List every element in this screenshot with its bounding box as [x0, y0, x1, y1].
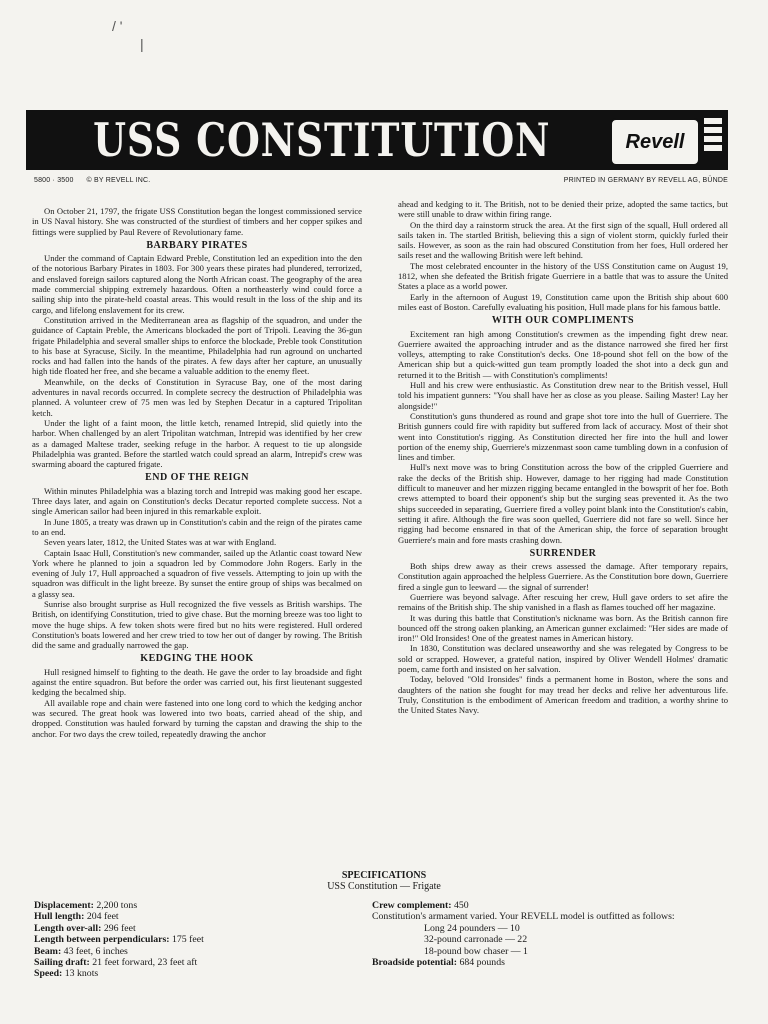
paragraph: On the third day a rainstorm struck the area. At the first sign of the squall, Hull ordered all sails taken in. The startled British, believing this a sign of violent storm, quickly furled their sails. However, as soon as the rain had obscured Constitution from her foes, Hull ordered her sails reset and the wallowing British were left behind. [398, 219, 728, 261]
paragraph: Hull's next move was to bring Constitution across the bow of the crippled Guerriere and rake the decks of the British ship. However, damage to her rigging had made Constitution difficult to maneuver and her mizzen rigging became entangled in the bowsprit of her foe. Both crews attempted to board their opponent's ship but the surging seas prevented it. As the two ships succeeded in separating, Guerriere fired a volley point blank into the Constitution's cabin, setting it afire. Although the fire was soon quelled, Guerriere did not fare so well. Since her rigging had become ensnared in that of the American ship, the force of separation brought Guerriere's main and fore masts crashing down. [398, 462, 728, 545]
spec-row: Speed: 13 knots [34, 968, 99, 980]
section-heading: SURRENDER [529, 547, 597, 559]
paragraph: Excitement ran high among Constitution's crewmen as the impending fight drew near. Guerriere awaited the approaching intruder and as the distance narrowed she fired her first volleys, attempting to rake Constitution's decks. One 18-pound shot fell on the bow of the American ship but a quick-witted gun team promptly loaded the shot into a deck gun and returned it to the British — with Constitution's compliments! [398, 328, 728, 380]
pencil-marks-icon: | [140, 36, 144, 52]
spec-row: Hull length: 204 feet [34, 911, 119, 923]
paragraph: Captain Isaac Hull, Constitution's new commander, sailed up the Atlantic coast toward New York where he planned to join a squadron led by Commodore John Rogers. Early in the evening of July 17, Hull approached a squadron of five vessels. Attempting to join up with the squadron was difficult in the light breeze. By sunset the entire group of ships was becalmed on a glassy sea. [32, 547, 362, 599]
paragraph: Hull resigned himself to fighting to the death. He gave the order to lay broadside and fight against the entire squadron. But before the order was carried out, his first lieutenant suggested kedging the becalmed ship. [32, 666, 362, 698]
paragraph: Hull and his crew were enthusiastic. As Constitution drew near to the British vessel, Hull told his impatient gunners: "You shall have her as close as you please. Sailing Master! Lay her alongside!" [398, 380, 728, 411]
paragraph: In 1830, Constitution was declared unseaworthy and she was relegated by Congress to be sold or scrapped. However, a grateful nation, inspired by Oliver Wendell Holmes' dramatic poem, came forth and insisted on her salvation. [398, 643, 728, 675]
paragraph: In June 1805, a treaty was drawn up in Constitution's cabin and the reign of the pirates came to an end. [32, 516, 362, 537]
paragraph: All available rope and chain were fastened into one long cord to which the kedging anchor was secured. The great hook was lowered into two boats, carried ahead of the ship, and dropped. Constitution was hauled forward by turning the capstan and drawing the ship to the anchor. For two days the crew toiled, repeatedly drawing the anchor [32, 697, 362, 739]
section-heading: BARBARY PIRATES [146, 239, 248, 251]
spec-row: Sailing draft: 21 feet forward, 23 feet aft [34, 957, 198, 969]
paragraph: It was during this battle that Constitution's nickname was born. As the British cannon fire bounced off the strong oaken planking, an American gunner exclaimed: "Her sides are made of iron!" Old Ironsides! One of the greatest names in American history. [398, 612, 728, 644]
spec-row: Crew complement: 450 [372, 900, 469, 911]
section-heading: WITH OUR COMPLIMENTS [491, 315, 635, 327]
paragraph: Sunrise also brought surprise as Hull recognized the five vessels as British warships. The British, on identifying Constitution, tried to give chase. But the morning breeze was too light to move the huge ships. A few token shots were fired but no hits were registered. Hull ordered Constitution's boats lowered and her crew tried to tow her out of danger by rowing. The British did the same and gradually narrowed the gap. [32, 598, 362, 651]
paragraph: On October 21, 1797, the frigate USS Constitution began the longest commissioned service in US Naval history. She was constructed of the sturdiest of timbers and her copper spikes and fittings were supplied by Paul Revere of Revolutionary fame. [32, 206, 362, 237]
paragraph: Guerriere was beyond salvage. After rescuing her crew, Hull gave orders to set afire the remains of the British ship. The ship vanished in a flash as flames touched off her magazine. [398, 591, 728, 613]
specs-list-left [34, 900, 364, 980]
paragraph: Constitution's guns thundered as round and grape shot tore into the hull of Guerriere. The British gunners could fire with rapidity but suffered from lack of accuracy. Most of their shot went into Constitution's rigging. As Constitution directed her fire into the hull and lower portion of the enemy ship, Guerriere's mizzenmast soon came tumbling down in a confusion of lines and timber. [398, 410, 728, 463]
paragraph: The most celebrated encounter in the history of the USS Constitution came on August 19, 1812, when she defeated the British frigate Guerriere in a battle that was to assure the United States a place as a world power. [398, 260, 728, 292]
spec-row: Beam: 43 feet, 6 inches [34, 945, 128, 957]
title-banner [26, 110, 728, 170]
pencil-marks-icon: / ' [112, 18, 123, 34]
left-column [32, 206, 362, 739]
paragraph: Constitution arrived in the Mediterranean area as flagship of the squadron, and under the guidance of Captain Preble, the Americans blockaded the port of Tripoli. Leaving the 36-gun frigate Philadelphia and several smaller ships to enforce the blockade, Preble took Constitution to his base at Syracuse, Sicily. In the meantime, Philadelphia had run aground on uncharted rocks and had fallen into the hands of the pirates. A few days after her capture, an unusually high tide floated her free, and she became a valuable addition to the enemy fleet. [32, 314, 362, 377]
logo-bars-icon [704, 118, 722, 162]
page-title: USS CONSTITUTION [93, 113, 551, 167]
paragraph: Seven years later, 1812, the United States was at war with England. [44, 537, 277, 548]
paragraph: Within minutes Philadelphia was a blazing torch and Intrepid was making good her escape. Three days later, and again on Constitution's decks Decatur reported complete success. Not a single American sailor had been injured in this remarkable exploit. [32, 485, 362, 517]
section-heading: END OF THE REIGN [145, 472, 249, 484]
logo-text: Revell [625, 130, 685, 153]
catalog-number: 5800 · 3500 [34, 177, 74, 184]
armament-text: Constitution's armament varied. Your REVELL model is outfitted as follows: [372, 911, 675, 923]
spec-row: Displacement: 2,200 tons [34, 900, 138, 911]
specs-subtitle: USS Constitution — Frigate [327, 881, 441, 892]
spec-row: Length over-all: 296 feet [34, 922, 136, 934]
specs-title: SPECIFICATIONS [341, 870, 427, 881]
catalog-line [34, 177, 150, 184]
armament-item: 32-pound carronade — 22 [424, 934, 528, 946]
armament-item: Long 24 pounders — 10 [424, 922, 520, 934]
right-column [398, 199, 728, 716]
specs-header [0, 870, 768, 892]
spec-row: Broadside potential: 684 pounds [372, 957, 505, 969]
paragraph: Under the command of Captain Edward Preble, Constitution led an expedition into the den of the notorious Barbary Pirates in 1803. For 300 years these pirates had plundered, terrorized, and enslaved foreign sailors captured along the North African coast. The geography of the area made commercial shipping extremely hazardous. Often a northeasterly wind could force a sailing ship into the pirate-held coastal areas. This would result in the loss of the ship and its cargo, and lifelong enslavement for its crew. [32, 253, 362, 315]
revell-logo [610, 118, 700, 166]
paragraph: Under the light of a faint moon, the little ketch, renamed Intrepid, slid quietly into the harbor. When challenged by an alert Tripolitan watchman, Intrepid was identified by her crew as a damaged Maltese trader, seeking refuge in the harbor. A request to tie up alongside Philadelphia was granted. Before the startled watch could spread an alarm, Intrepid's crew was swarming aboard the captured frigate. [32, 417, 362, 470]
copyright: © BY REVELL INC. [86, 177, 151, 184]
printed-line: PRINTED IN GERMANY BY REVELL AG, BÜNDE [563, 177, 728, 184]
paragraph: Both ships drew away as their crews assessed the damage. After temporary repairs, Constitution again approached the helpless Guerriere. As the Constitution bore down, Guerriere fired a single gun to leeward — the signal of surrender! [398, 561, 728, 592]
specs-list-right [372, 900, 752, 968]
paragraph: Meanwhile, on the decks of Constitution in Syracuse Bay, one of the most daring adventures in naval records occurred. In complete secrecy the destruction of Philadelphia was planned. A volunteer crew of 75 men was led by Stephen Decatur in a captured Tripolitan ketch. [32, 376, 362, 418]
paragraph: Today, beloved "Old Ironsides" finds a permanent home in Boston, where the sons and daughters of the nation she fought for may tread her decks and relive her adventurous life. Truly, Constitution is the embodiment of American freedom and tradition, a worthy shrine to the United States Navy. [398, 674, 728, 716]
section-heading: KEDGING THE HOOK [140, 653, 254, 665]
spec-row: Length between perpendiculars: 175 feet [34, 934, 204, 946]
armament-item: 18-pound bow chaser — 1 [424, 945, 528, 957]
paragraph: Early in the afternoon of August 19, Constitution came upon the British ship about 600 miles east of Boston. Carefully evaluating his position, Hull made plans for his famous battle. [398, 291, 728, 312]
paragraph: ahead and kedging to it. The British, not to be denied their prize, adopted the same tactics, but were still unable to draw within firing range. [398, 199, 728, 220]
